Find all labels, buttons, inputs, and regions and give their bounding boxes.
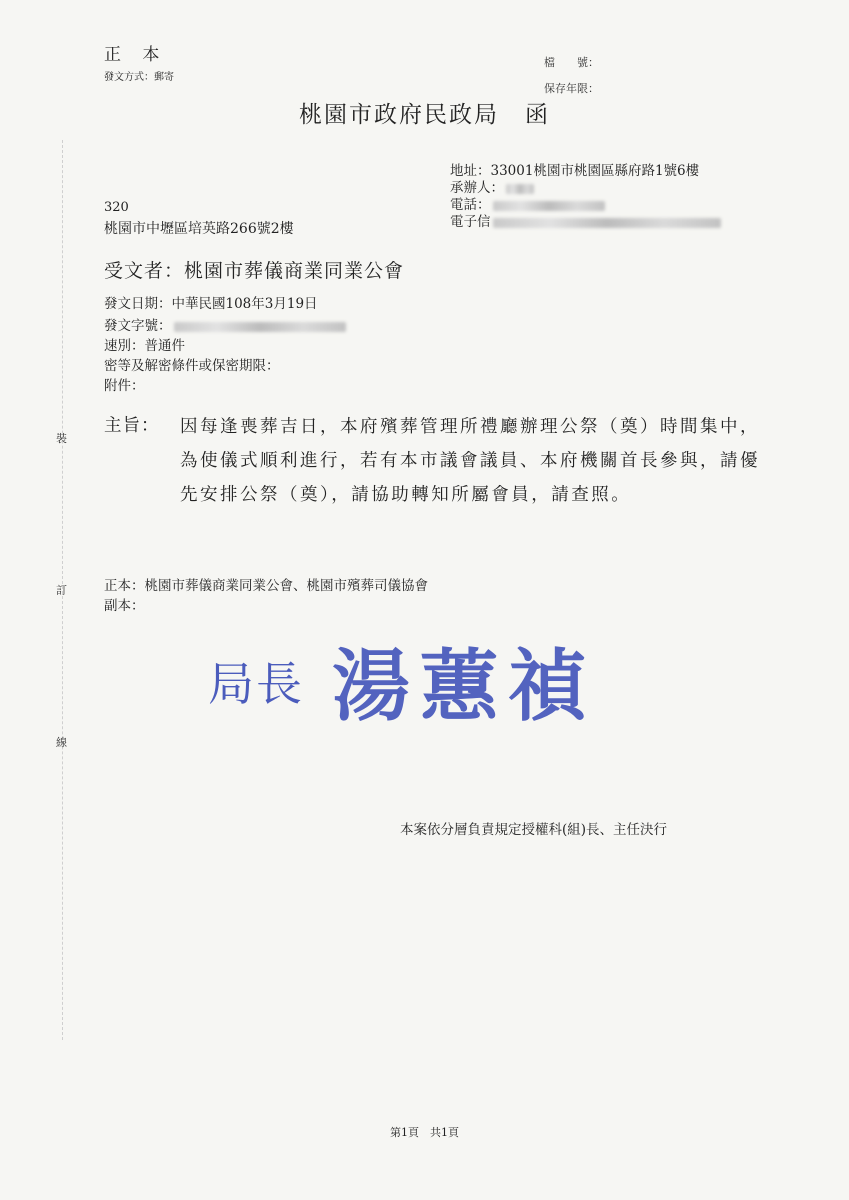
retention-period-label: 保存年限：: [544, 82, 599, 95]
agency-address: 地址：33001桃園市桃園區縣府路1號6樓: [450, 163, 700, 179]
phone-row: [450, 197, 605, 214]
copy-type: 正 本: [104, 45, 168, 65]
handler-row: [450, 180, 534, 197]
subject-body: 因每逢喪葬吉日，本府殯葬管理所禮廳辦理公祭（奠）時間集中，為使儀式順利進行，若有本市議會議員、本府機關首長參與，請優先安排公祭（奠），請協助轉知所屬會員，請查照。: [180, 417, 760, 505]
binding-mark-ding: 訂: [56, 584, 67, 597]
issue-date: 發文日期：中華民國108年3月19日: [104, 296, 318, 312]
file-number-label: 檔 號：: [544, 56, 599, 69]
issuing-agency: 桃園市政府民政局: [299, 102, 499, 128]
copy-recipients: 副本：: [104, 598, 145, 614]
document-number-row: [104, 314, 346, 334]
document-type: 函: [525, 102, 550, 128]
subject-label: 主旨：: [104, 416, 160, 436]
handler-label: 承辦人：: [450, 180, 504, 196]
original-recipients: 正本：桃園市葬儀商業同業公會、桃園市殯葬司儀協會: [104, 578, 428, 594]
binding-mark-zhuang: 裝: [56, 432, 67, 445]
page-number: 第1頁 共1頁: [390, 1126, 459, 1139]
redacted-document-number: [174, 322, 346, 332]
delivery-speed: 速別：普通件: [104, 338, 185, 354]
binding-mark-xian: 線: [56, 736, 67, 749]
redacted-email: [493, 218, 721, 228]
redacted-phone: [493, 201, 605, 211]
delegation-note: 本案依分層負責規定授權科(組)長、主任決行: [400, 822, 668, 838]
email-row: [450, 214, 721, 231]
document-title: [0, 96, 849, 129]
recipient-address: 桃園市中壢區培英路266號2樓: [104, 221, 294, 237]
email-label: 電子信: [450, 214, 491, 230]
seal-name: 湯蕙禎: [332, 641, 597, 732]
phone-label: 電話：: [450, 197, 491, 213]
classification: 密等及解密條件或保密期限：: [104, 358, 280, 374]
recipient: 受文者：桃園市葬儀商業同業公會: [104, 260, 405, 282]
director-seal-stamp: [200, 620, 620, 740]
send-method: 發文方式：郵寄: [104, 72, 174, 83]
redacted-handler: [506, 184, 534, 194]
recipient-zip: 320: [104, 200, 129, 215]
attachment: 附件：: [104, 378, 145, 394]
seal-title: 局長: [208, 657, 304, 711]
document-number-label: 發文字號：: [104, 318, 172, 334]
